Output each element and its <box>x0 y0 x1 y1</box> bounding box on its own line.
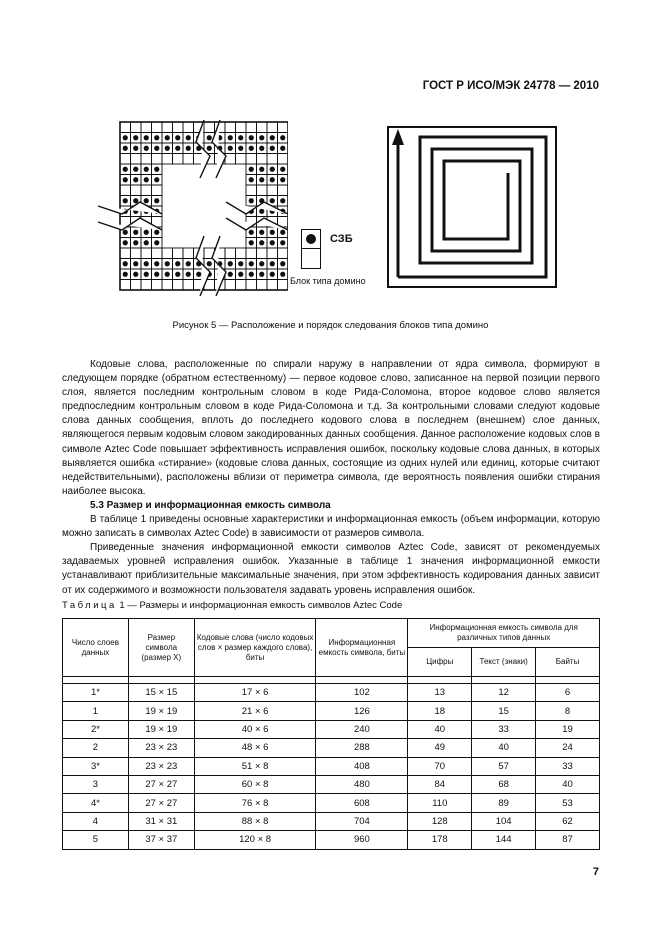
module-cell <box>173 248 184 259</box>
table-cell-digits: 128 <box>408 812 472 830</box>
module-cell <box>278 248 289 259</box>
module-cell <box>267 154 278 165</box>
module-cell <box>173 280 184 291</box>
dot-icon <box>154 272 159 277</box>
paragraph-2: В таблице 1 приведены основные характеристики и информационная емкость (объем информации, которую можно записать в символах Aztec Code) в зависимости от размеров символа. <box>62 514 600 540</box>
dot-icon <box>270 146 275 151</box>
table-cell-codewords: 60 × 8 <box>194 775 316 793</box>
dot-icon <box>144 177 149 182</box>
arrow-head-icon <box>392 129 404 145</box>
table-cell-layers: 2* <box>63 720 129 738</box>
dot-icon <box>144 167 149 172</box>
module-cell <box>225 122 236 133</box>
header-capacity-group: Информационная емкость символа для различных типов данных <box>408 619 600 648</box>
dot-icon <box>175 146 180 151</box>
dot-icon <box>270 177 275 182</box>
module-cell <box>173 122 184 133</box>
table-cell-codewords: 48 × 6 <box>194 739 316 757</box>
dot-icon <box>154 261 159 266</box>
dot-icon <box>123 230 128 235</box>
dot-icon <box>270 261 275 266</box>
dot-icon <box>144 272 149 277</box>
dot-icon <box>154 146 159 151</box>
table-cell-digits: 18 <box>408 702 472 720</box>
table-cell-layers: 4 <box>63 812 129 830</box>
dot-icon <box>133 177 138 182</box>
table-cell-digits: 13 <box>408 684 472 702</box>
dot-icon <box>133 135 138 140</box>
dot-icon <box>280 198 285 203</box>
dot-icon <box>280 146 285 151</box>
table-cell-text: 89 <box>472 794 536 812</box>
dot-icon <box>259 209 264 214</box>
page-number: 7 <box>592 866 599 878</box>
dot-icon <box>259 167 264 172</box>
section-heading: 5.3 Размер и информационная емкость символа <box>90 499 331 511</box>
dot-icon <box>228 272 233 277</box>
module-cell <box>236 154 247 165</box>
dot-icon <box>123 135 128 140</box>
dot-icon <box>270 240 275 245</box>
table-cell-bytes: 33 <box>536 757 600 775</box>
table-row <box>63 739 600 757</box>
table-cell-layers: 1 <box>63 702 129 720</box>
module-cell <box>183 248 194 259</box>
table-cell-text: 57 <box>472 757 536 775</box>
module-cell <box>141 122 152 133</box>
module-cell <box>131 185 142 196</box>
dot-icon <box>280 177 285 182</box>
module-cell <box>120 185 131 196</box>
paragraph-1: Кодовые слова, расположенные по спирали наружу в направлении от ядра символа, формируют в следующем порядке (обратном естественному) — первое кодовое слово, записанное на первой позиции первого слоя, является последним контрольным словом в коде Рида-Соломона, второе кодовое слово является предпоследним контрольным словом в коде Рида-Соломона и т.д. За контрольными словами следуют кодовые слова данных сообщения, вплоть до последнего кодового слова в последнем (внешнем) слое данных, являющегося первым кодовым словом закодированных данных сообщения. Данное расположение кодовых слов в символе Aztec Code повышает эффективность исправления ошибок, поскольку кодовые слова данных, в которых выявляется ошибка «стирание» (кодовые слова данных, состоящие из одних нулей или единиц, которые считают недействительными), расположены вблизи от периметра символа, где вероятность появления ошибки стирания наиболее высока. <box>62 359 600 497</box>
table-cell-codewords: 17 × 6 <box>194 684 316 702</box>
dot-icon <box>144 240 149 245</box>
dot-icon <box>238 272 243 277</box>
break-mark <box>98 218 162 230</box>
dot-icon <box>144 146 149 151</box>
module-cell <box>257 280 268 291</box>
module-cell <box>257 154 268 165</box>
dot-icon <box>259 146 264 151</box>
module-cell <box>246 280 257 291</box>
dot-icon <box>249 240 254 245</box>
table-cell-digits: 178 <box>408 831 472 849</box>
module-cell <box>246 122 257 133</box>
figure-caption: Рисунок 5 — Расположение и порядок следования блоков типа домино <box>172 320 489 331</box>
table-cell-bytes: 24 <box>536 739 600 757</box>
module-cell <box>162 154 173 165</box>
module-cell <box>183 280 194 291</box>
table-cell-size: 27 × 27 <box>128 775 194 793</box>
module-cell <box>120 154 131 165</box>
table-cell-layers: 1* <box>63 684 129 702</box>
dot-icon <box>306 234 316 244</box>
module-cell <box>162 248 173 259</box>
break-mark <box>226 218 288 230</box>
module-cell <box>120 122 131 133</box>
dot-icon <box>186 146 191 151</box>
table-cell-bytes: 8 <box>536 702 600 720</box>
dot-icon <box>186 261 191 266</box>
table-cell-size: 19 × 19 <box>128 702 194 720</box>
module-cell <box>152 280 163 291</box>
dot-icon <box>238 135 243 140</box>
module-cell <box>225 154 236 165</box>
dot-icon <box>133 261 138 266</box>
table-cell-codewords: 21 × 6 <box>194 702 316 720</box>
dot-icon <box>249 135 254 140</box>
table-cell-text: 144 <box>472 831 536 849</box>
module-cell <box>141 248 152 259</box>
module-cell <box>246 185 257 196</box>
dot-icon <box>238 261 243 266</box>
table-cell-text: 12 <box>472 684 536 702</box>
module-cell <box>225 248 236 259</box>
dot-icon <box>154 230 159 235</box>
table-row <box>63 812 600 830</box>
table-cell-size: 37 × 37 <box>128 831 194 849</box>
dot-icon <box>123 272 128 277</box>
table-row <box>63 684 600 702</box>
dot-icon <box>123 146 128 151</box>
standard-header: ГОСТ Р ИСО/МЭК 24778 — 2010 <box>422 80 599 92</box>
module-cell <box>131 280 142 291</box>
dot-icon <box>196 272 201 277</box>
dot-icon <box>249 146 254 151</box>
dot-icon <box>280 167 285 172</box>
dot-icon <box>123 240 128 245</box>
domino-legend-block <box>301 229 321 269</box>
table-cell-text: 40 <box>472 739 536 757</box>
table-cell-layers: 5 <box>63 831 129 849</box>
module-cell <box>131 122 142 133</box>
module-cell <box>162 280 173 291</box>
module-cell <box>278 122 289 133</box>
module-cell <box>183 122 194 133</box>
module-cell <box>152 122 163 133</box>
module-cell <box>120 280 131 291</box>
dot-icon <box>175 135 180 140</box>
dot-icon <box>270 198 275 203</box>
dot-icon <box>165 135 170 140</box>
dot-icon <box>154 240 159 245</box>
table-cell-text: 68 <box>472 775 536 793</box>
dot-icon <box>249 198 254 203</box>
dot-icon <box>259 240 264 245</box>
table-cell-bytes: 40 <box>536 775 600 793</box>
table-cell-codewords: 120 × 8 <box>194 831 316 849</box>
dot-icon <box>280 240 285 245</box>
table-cell-codewords: 88 × 8 <box>194 812 316 830</box>
dot-icon <box>280 272 285 277</box>
module-cell <box>131 154 142 165</box>
module-cell <box>120 248 131 259</box>
spiral-path <box>398 137 546 277</box>
table-cell-text: 33 <box>472 720 536 738</box>
paragraph-3: Приведенные значения информационной емкости символов Aztec Code, зависят от рекомендуемых задаваемых уровней исправления ошибок. Указанные в таблице 1 значения информационной емкости устанавливают приблизительные максимальные значения, при этом эффективность кодирования данных зависит от их содержимого и возможности пользователя задавать уровень исправления ошибок. <box>62 542 600 596</box>
dot-icon <box>207 135 212 140</box>
module-cell <box>246 248 257 259</box>
module-cell <box>246 154 257 165</box>
table-cell-bits: 408 <box>316 757 408 775</box>
module-cell <box>152 248 163 259</box>
break-mark <box>98 202 162 214</box>
body-text <box>62 358 600 598</box>
header-size: Размер символа (размер X) <box>128 619 194 677</box>
table-cell-digits: 49 <box>408 739 472 757</box>
table-row <box>63 702 600 720</box>
dot-icon <box>133 146 138 151</box>
dot-icon <box>154 135 159 140</box>
module-cell <box>162 122 173 133</box>
table-cell-bytes: 87 <box>536 831 600 849</box>
table-row <box>63 757 600 775</box>
table-cell-size: 23 × 23 <box>128 757 194 775</box>
table-row <box>63 775 600 793</box>
table-cell-digits: 70 <box>408 757 472 775</box>
header-text: Текст (знаки) <box>472 648 536 677</box>
dot-icon <box>123 261 128 266</box>
dot-icon <box>270 167 275 172</box>
table-cell-size: 27 × 27 <box>128 794 194 812</box>
domino-layout-figure <box>96 118 288 308</box>
module-cell <box>236 280 247 291</box>
table-caption-rest: 1 — Размеры и информационная емкость символов Aztec Code <box>119 600 403 611</box>
dot-icon <box>133 272 138 277</box>
table-row <box>63 720 600 738</box>
module-cell <box>267 280 278 291</box>
table-cell-bytes: 19 <box>536 720 600 738</box>
table-cell-bits: 704 <box>316 812 408 830</box>
dot-icon <box>249 261 254 266</box>
header-codewords: Кодовые слова (число кодовых слов × размер каждого слова), биты <box>194 619 316 677</box>
table-cell-bits: 126 <box>316 702 408 720</box>
dot-icon <box>133 230 138 235</box>
dot-icon <box>133 240 138 245</box>
table-row <box>63 794 600 812</box>
table-cell-digits: 40 <box>408 720 472 738</box>
module-cell <box>278 280 289 291</box>
dot-icon <box>123 177 128 182</box>
table-cell-layers: 3* <box>63 757 129 775</box>
module-cell <box>278 185 289 196</box>
dot-icon <box>154 198 159 203</box>
dot-icon <box>259 230 264 235</box>
dot-icon <box>249 230 254 235</box>
header-bytes: Байты <box>536 648 600 677</box>
table-cell-digits: 110 <box>408 794 472 812</box>
table-row <box>63 831 600 849</box>
dot-icon <box>133 167 138 172</box>
dot-icon <box>175 272 180 277</box>
dot-icon <box>249 272 254 277</box>
table-cell-bits: 240 <box>316 720 408 738</box>
table-cell-codewords: 76 × 8 <box>194 794 316 812</box>
dot-icon <box>259 135 264 140</box>
dot-icon <box>123 167 128 172</box>
table-cell-bits: 288 <box>316 739 408 757</box>
spiral-order-figure <box>384 123 560 291</box>
dot-icon <box>144 261 149 266</box>
module-cell <box>204 122 215 133</box>
table-caption <box>62 600 402 611</box>
module-cell <box>141 280 152 291</box>
table-cell-layers: 4* <box>63 794 129 812</box>
dot-icon <box>270 230 275 235</box>
module-cell <box>152 185 163 196</box>
dot-icon <box>144 198 149 203</box>
table-cell-size: 23 × 23 <box>128 739 194 757</box>
dot-icon <box>165 272 170 277</box>
module-cell <box>267 185 278 196</box>
dot-icon <box>270 135 275 140</box>
dot-icon <box>228 261 233 266</box>
dot-icon <box>144 230 149 235</box>
table-cell-bits: 608 <box>316 794 408 812</box>
legend-domino-label: Блок типа домино <box>290 276 366 286</box>
table-cell-bits: 960 <box>316 831 408 849</box>
dot-icon <box>207 146 212 151</box>
table-cell-size: 19 × 19 <box>128 720 194 738</box>
dot-icon <box>165 146 170 151</box>
table-cell-size: 15 × 15 <box>128 684 194 702</box>
dot-icon <box>259 261 264 266</box>
dot-icon <box>259 177 264 182</box>
capacity-table <box>62 618 600 850</box>
module-cell <box>173 154 184 165</box>
table-cell-text: 104 <box>472 812 536 830</box>
dot-icon <box>133 198 138 203</box>
module-cell <box>236 248 247 259</box>
module-cell <box>183 154 194 165</box>
module-cell <box>257 122 268 133</box>
dot-icon <box>186 272 191 277</box>
table-cell-digits: 84 <box>408 775 472 793</box>
table-cell-bits: 480 <box>316 775 408 793</box>
dot-icon <box>249 177 254 182</box>
dot-icon <box>228 135 233 140</box>
dot-icon <box>207 261 212 266</box>
table-cell-bytes: 62 <box>536 812 600 830</box>
dot-icon <box>154 167 159 172</box>
module-cell <box>267 122 278 133</box>
dot-icon <box>175 261 180 266</box>
header-digits: Цифры <box>408 648 472 677</box>
header-layers: Число слоев данных <box>63 619 129 677</box>
dot-icon <box>123 198 128 203</box>
table-cell-layers: 2 <box>63 739 129 757</box>
header-capacity-bits: Информационная емкость символа, биты <box>316 619 408 677</box>
table-cell-text: 15 <box>472 702 536 720</box>
table-cell-bits: 102 <box>316 684 408 702</box>
module-cell <box>257 248 268 259</box>
table-cell-codewords: 51 × 8 <box>194 757 316 775</box>
dot-icon <box>270 272 275 277</box>
module-cell <box>267 248 278 259</box>
module-cell <box>131 248 142 259</box>
break-mark <box>226 202 288 214</box>
table-cell-bytes: 6 <box>536 684 600 702</box>
dot-icon <box>228 146 233 151</box>
table-cell-codewords: 40 × 6 <box>194 720 316 738</box>
table-cell-layers: 3 <box>63 775 129 793</box>
module-cell <box>141 154 152 165</box>
dot-icon <box>280 135 285 140</box>
dot-icon <box>249 167 254 172</box>
dot-icon <box>238 146 243 151</box>
module-cell <box>152 154 163 165</box>
dot-icon <box>165 261 170 266</box>
dot-icon <box>259 272 264 277</box>
dot-icon <box>186 135 191 140</box>
module-cell <box>278 154 289 165</box>
module-cell <box>141 185 152 196</box>
table-caption-prefix: Таблица <box>62 600 117 611</box>
module-cell <box>236 122 247 133</box>
dot-icon <box>280 230 285 235</box>
table-cell-size: 31 × 31 <box>128 812 194 830</box>
dot-icon <box>154 177 159 182</box>
module-cell <box>257 185 268 196</box>
dot-icon <box>144 135 149 140</box>
dot-icon <box>280 261 285 266</box>
legend-csb-label: СЗБ <box>330 233 353 245</box>
module-cell <box>225 280 236 291</box>
table-cell-bytes: 53 <box>536 794 600 812</box>
